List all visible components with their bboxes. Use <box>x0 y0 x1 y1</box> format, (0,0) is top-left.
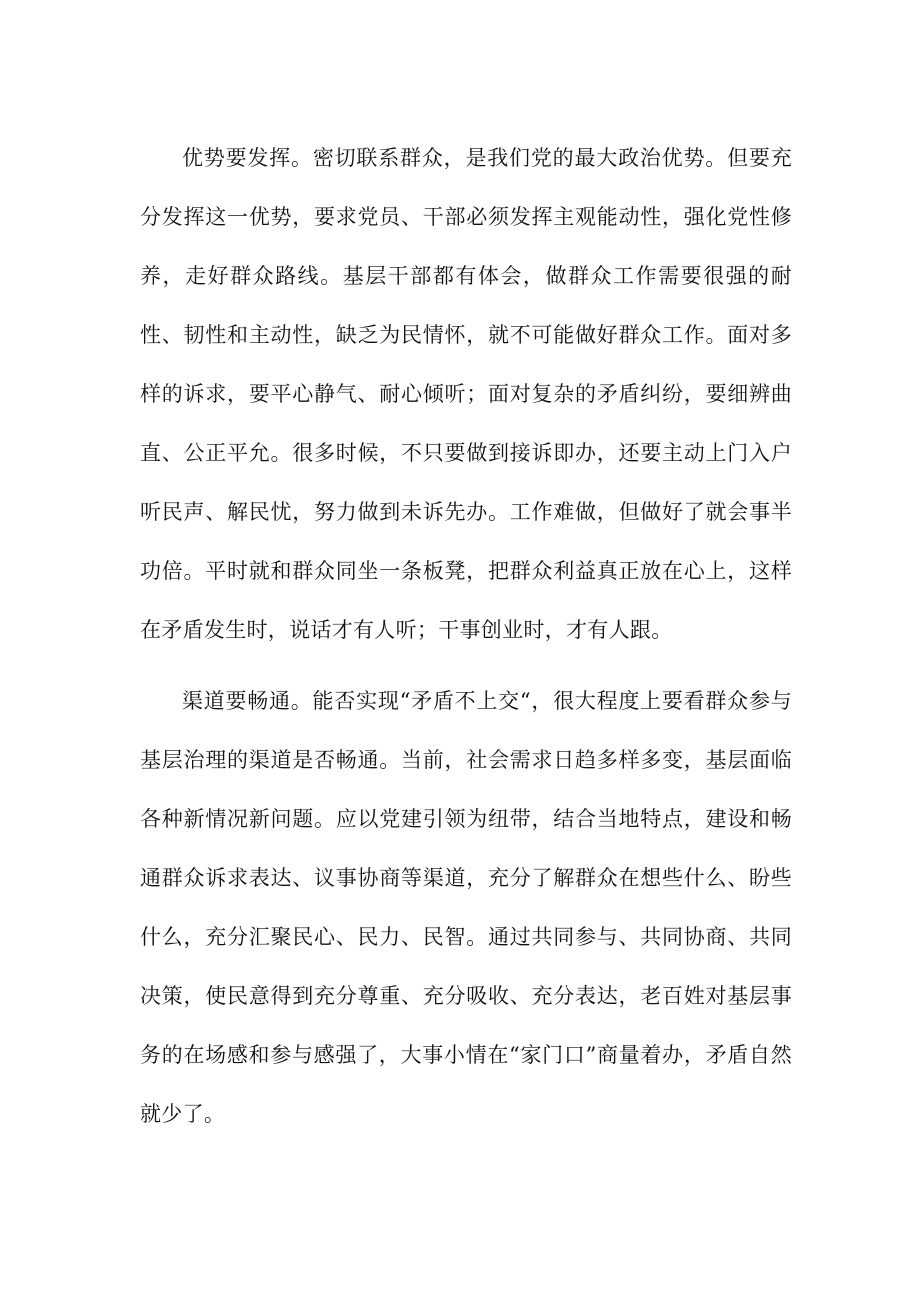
paragraph-advantage: 优势要发挥。密切联系群众，是我们党的最大政治优势。但要充分发挥这一优势，要求党员、干部必须发挥主观能动性，强化党性修养，走好群众路线。基层干部都有体会，做群众工作需要很强的耐性、韧性和主动性，缺乏为民情怀，就不可能做好群众工作。面对多样的诉求，要平心静气、耐心倾听；面对复杂的矛盾纠纷，要细辨曲直、公正平允。很多时候，不只要做到接诉即办，还要主动上门入户听民声、解民忧，努力做到未诉先办。工作难做，但做好了就会事半功倍。平时就和群众同坐一条板凳，把群众利益真正放在心上，这样在矛盾发生时，说话才有人听；干事创业时，才有人跟。 <box>140 146 792 642</box>
document-body <box>140 129 792 1144</box>
paragraph-channels: 渠道要畅通。能否实现“矛盾不上交“，很大程度上要看群众参与基层治理的渠道是否畅通。当前，社会需求日趋多样多变，基层面临各种新情况新问题。应以党建引领为纽带，结合当地特点，建设和畅通群众诉求表达、议事协商等渠道，充分了解群众在想些什么、盼些什么，充分汇聚民心、民力、民智。通过共同参与、共同协商、共同决策，使民意得到充分尊重、充分吸收、充分表达，老百姓对基层事务的在场感和参与感强了，大事小情在“家门口”商量着办，矛盾自然就少了。 <box>140 689 792 1126</box>
